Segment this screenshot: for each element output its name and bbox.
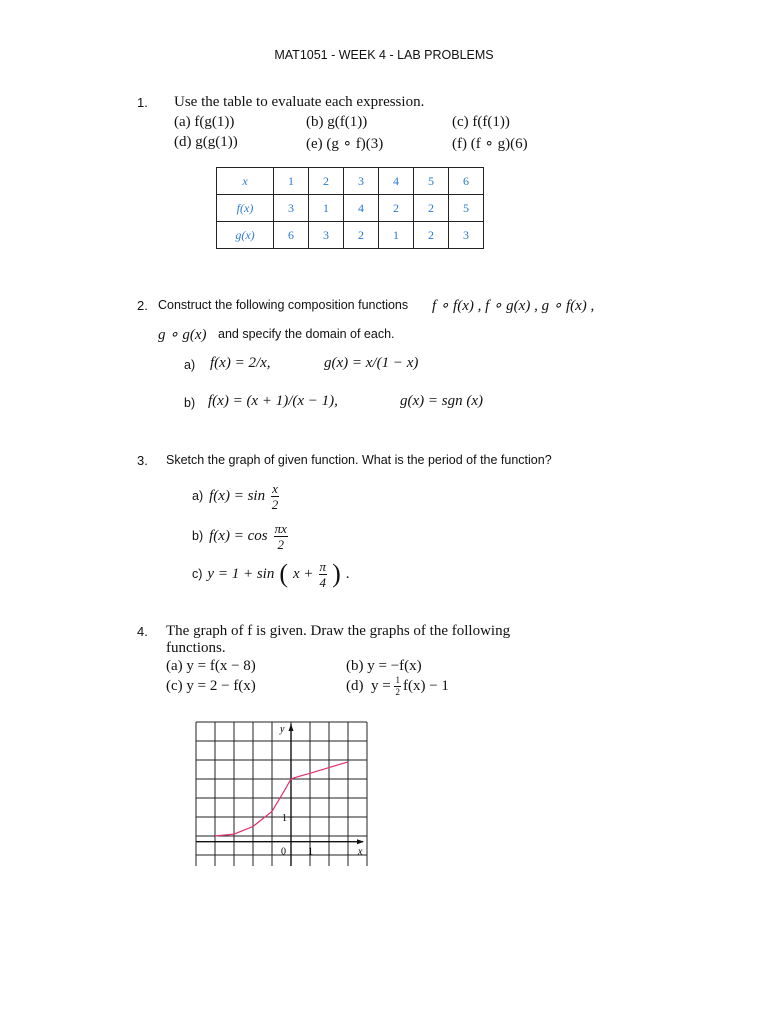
q1-item-a: (a) f(g(1)) <box>174 114 235 130</box>
open-paren: ( <box>279 559 289 588</box>
table-cell: 3 <box>274 195 309 222</box>
function-curve <box>215 762 348 836</box>
y-tick-label: 1 <box>282 813 287 824</box>
table-cell: 1 <box>379 222 414 249</box>
table-cell: 2 <box>414 222 449 249</box>
q2-part-a-label: a) <box>184 358 196 372</box>
table-cell: 5 <box>414 168 449 195</box>
q2-part-b-label: b) <box>184 396 196 410</box>
q1-item-b: (b) g(f(1)) <box>306 114 368 130</box>
x-tick-label: 1 <box>308 846 313 858</box>
q3-part-c-fraction <box>319 560 328 589</box>
fraction-denominator: 2 <box>271 496 279 512</box>
question-3-prompt: Sketch the graph of given function. What is the period of the function? <box>166 453 552 467</box>
table-cell: 2 <box>344 222 379 249</box>
table-cell: 3 <box>449 222 484 249</box>
question-4-prompt-line2: functions. <box>166 640 226 656</box>
table-cell: 5 <box>449 195 484 222</box>
function-graph <box>190 716 370 866</box>
q3-part-c-end: . <box>345 565 350 582</box>
q2-part-b-g: g(x) = sgn (x) <box>400 393 484 409</box>
y-axis-label: y <box>280 724 285 735</box>
q4-item-d-fraction <box>394 676 401 697</box>
fraction-denominator: 2 <box>277 536 284 552</box>
q1-item-e: (e) (g ∘ f)(3) <box>306 136 384 152</box>
table-row-label: g(x) <box>217 222 274 249</box>
fraction-numerator: πx <box>274 520 287 536</box>
table-cell: 6 <box>449 168 484 195</box>
question-3-number: 3. <box>137 453 148 468</box>
q3-part-c-lhs: y = 1 + sin <box>207 565 275 582</box>
q4-item-d-prefix: (d) y = <box>346 678 395 694</box>
q2-part-a-g: g(x) = x/(1 − x) <box>324 355 419 371</box>
fraction-denominator: 4 <box>319 574 327 590</box>
q1-item-d: (d) g(g(1)) <box>174 134 238 150</box>
table-cell: 2 <box>309 168 344 195</box>
q4-item-d <box>346 676 449 697</box>
x-axis-label: x <box>358 846 363 858</box>
table-cell: 6 <box>274 222 309 249</box>
table-row-label: f(x) <box>217 195 274 222</box>
page-title: MAT1051 - WEEK 4 - LAB PROBLEMS <box>274 48 494 62</box>
q4-item-c: (c) y = 2 − f(x) <box>166 678 256 694</box>
q3-part-b-fraction <box>274 522 288 551</box>
graph-grid <box>196 722 367 866</box>
q3-part-c <box>192 554 349 594</box>
q2-part-a-f: f(x) = 2/x, <box>210 355 271 371</box>
q4-item-a: (a) y = f(x − 8) <box>166 658 256 674</box>
table-cell: 2 <box>414 195 449 222</box>
question-1-number: 1. <box>137 95 148 110</box>
q3-part-a-fraction <box>271 482 279 511</box>
fraction-numerator: π <box>319 558 327 574</box>
table-cell: 4 <box>379 168 414 195</box>
table-cell: 1 <box>309 195 344 222</box>
function-values-table <box>216 167 484 249</box>
table-cell: 2 <box>379 195 414 222</box>
q3-part-a-lhs: f(x) = sin <box>209 487 266 504</box>
table-row-g <box>217 222 484 249</box>
close-paren: ) <box>332 559 341 588</box>
q2-part-b-f: f(x) = (x + 1)/(x − 1), <box>208 393 338 409</box>
q3-part-c-inner: x + <box>293 565 314 582</box>
question-4-number: 4. <box>137 624 148 639</box>
table-cell: 3 <box>309 222 344 249</box>
table-row-f <box>217 195 484 222</box>
q3-part-c-label: c) <box>192 567 203 581</box>
fraction-numerator: 1 <box>395 675 400 685</box>
table-cell: 3 <box>344 168 379 195</box>
q4-item-d-suffix: f(x) − 1 <box>402 678 449 694</box>
table-row-label: x <box>217 168 274 195</box>
fraction-denominator: 2 <box>395 687 400 697</box>
table-cell: 4 <box>344 195 379 222</box>
q2-prompt-end: and specify the domain of each. <box>218 327 395 341</box>
origin-label: 0 <box>281 846 286 858</box>
q3-part-a-label: a) <box>192 489 204 503</box>
q3-part-b <box>192 516 288 556</box>
question-2-prompt: Construct the following composition functions <box>158 298 409 312</box>
x-axis-arrow <box>357 839 364 844</box>
q2-compositions-line2: g ∘ g(x) <box>158 327 207 343</box>
question-4-prompt-line1: The graph of f is given. Draw the graphs of the following <box>166 623 511 639</box>
table-row-x <box>217 168 484 195</box>
q1-item-c: (c) f(f(1)) <box>452 114 510 130</box>
q2-compositions-line1: f ∘ f(x) , f ∘ g(x) , g ∘ f(x) , <box>432 298 595 314</box>
q4-item-b: (b) y = −f(x) <box>346 658 422 674</box>
q3-part-b-lhs: f(x) = cos <box>209 527 268 544</box>
y-axis-arrow <box>289 724 294 731</box>
question-2-number: 2. <box>137 298 148 313</box>
q1-item-f: (f) (f ∘ g)(6) <box>452 136 528 152</box>
q3-part-a <box>192 476 279 516</box>
q3-part-b-label: b) <box>192 529 204 543</box>
table-cell: 1 <box>274 168 309 195</box>
fraction-numerator: x <box>272 480 278 496</box>
question-1-prompt: Use the table to evaluate each expression. <box>174 94 425 110</box>
